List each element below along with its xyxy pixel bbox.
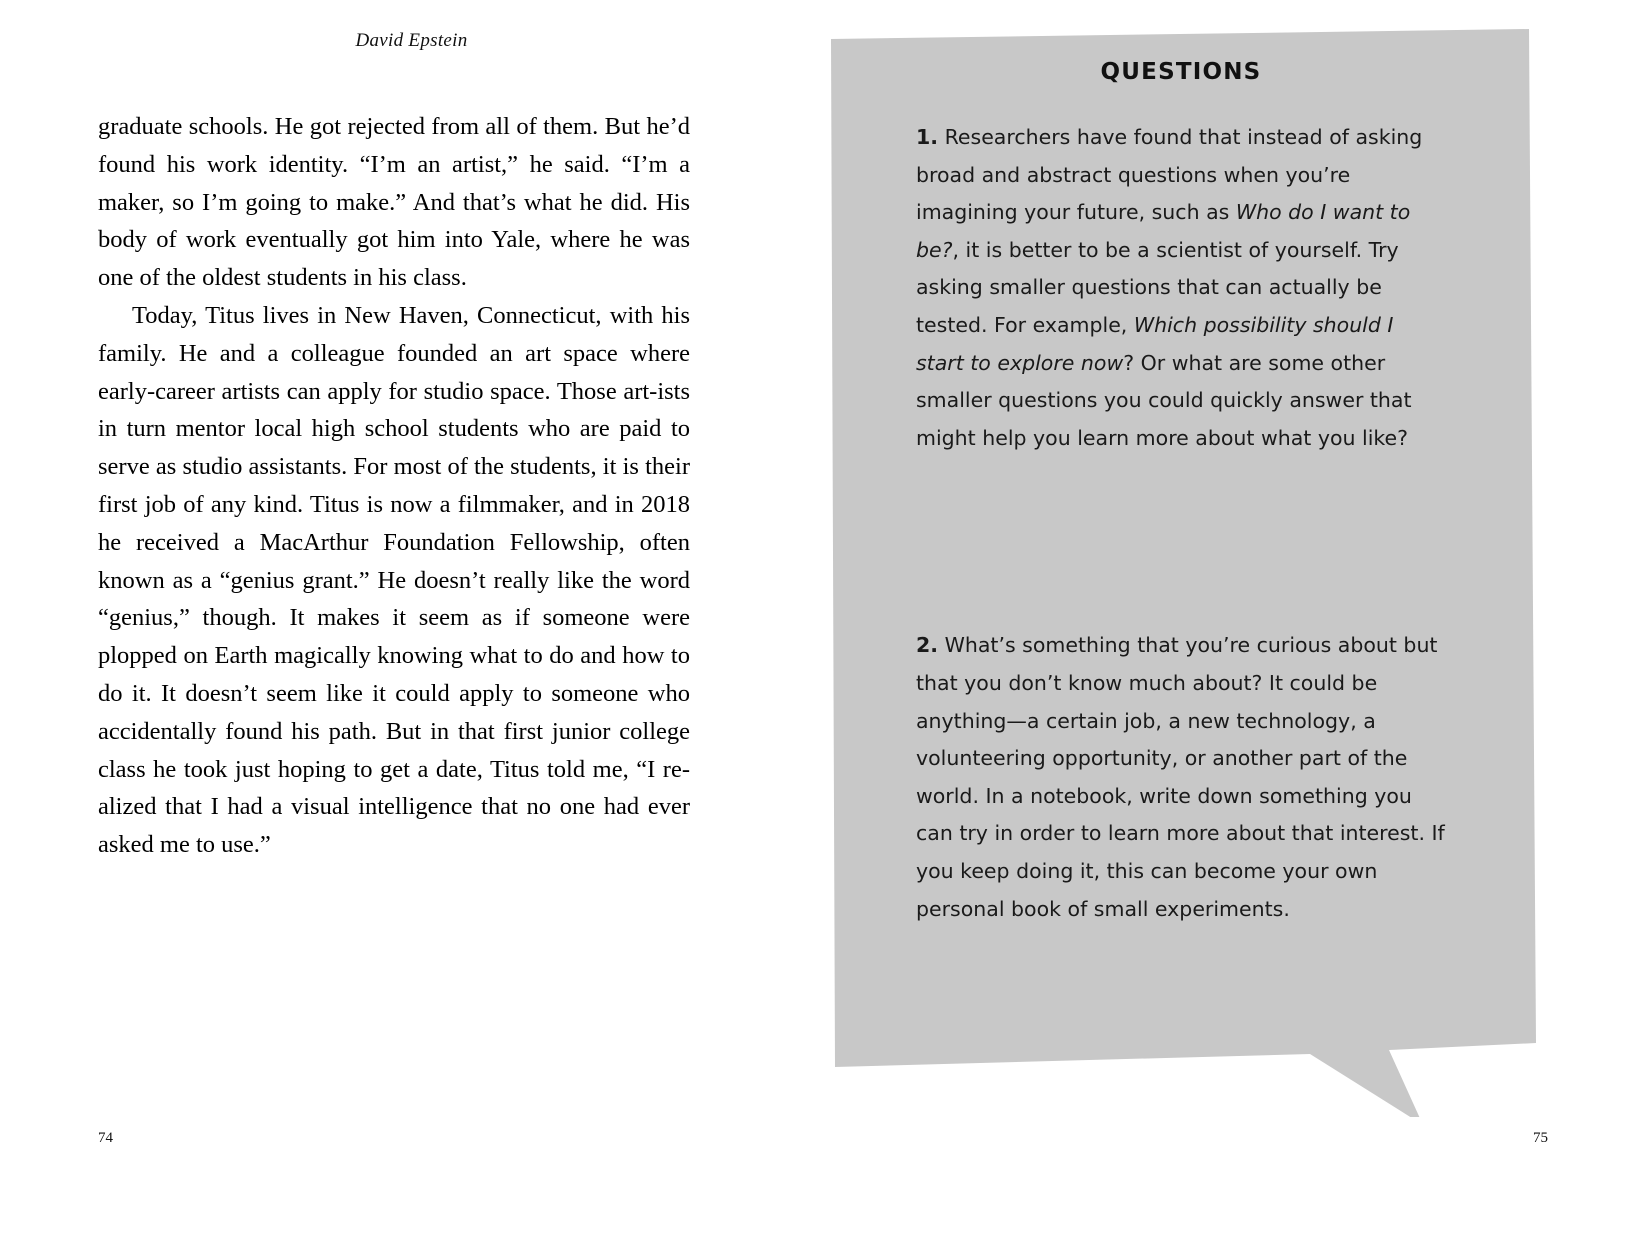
question-text-emphasis: Which possibility should I start to explore now [916,312,1394,375]
question-text-segment: , it is better to be a scientist of yourself. Try asking smaller questions that can actually be tested. For example, [916,237,1399,337]
question-text-emphasis: Who do I want to be? [916,200,1411,262]
question-text-segment: ? Or what are some other smaller questions you could quickly answer that might help you learn more about what you like? [916,350,1412,450]
questions-content [916,59,1446,928]
page-number-right: 75 [1533,1130,1548,1146]
question-number: 2. [916,633,939,658]
questions-title: QUESTIONS [1100,59,1262,85]
question-spacer [916,457,1446,627]
question-text-segment: Researchers have found that instead of asking broad and abstract questions when you’re imagining your future, such as [916,125,1423,225]
paragraph: Today, Titus lives in New Haven, Connecticut, with his family. He and a colleague founded an art space where early-career artists can apply for studio space. Those art-ists in turn mentor local high school students who are paid to serve as studio assistants. For most of the students, it is their first job of any kind. Titus is now a filmmaker, and in 2018 he received a MacArthur Foundation Fellowship, often known as a “genius grant.” He doesn’t really like the word “genius,” though. It makes it seem as if someone were plopped on Earth magically knowing what to do and how to do it. It doesn’t seem like it could apply to someone who accidentally found his path. But in that first junior college class he took just hoping to get a date, Titus told me, “I re-alized that I had a visual intelligence that no one had ever asked me to use.” [98,301,690,859]
page-number-left: 74 [98,1130,113,1146]
question-item-2 [916,627,1446,928]
right-page [823,0,1646,1234]
question-number: 1. [916,125,939,149]
question-item-1 [916,119,1446,457]
body-text-column [98,108,690,864]
questions-callout [823,27,1646,1117]
question-text-segment: What’s something that you’re curious about but that you don’t know much about? It could be anything—a certain job, a new technology, a volunteering opportunity, or another part of the world. In a notebook, write down something you can try in order to learn more about that interest. If you keep doing it, this can become your own personal book of small experiments. [916,633,1445,921]
paragraph: graduate schools. He got rejected from all of them. But he’d found his work identity. “I’m an artist,” he said. “I’m a maker, so I’m going to make.” And that’s what he did. His body of work eventually got him into Yale, where he was one of the oldest students in his class. [98,113,690,292]
running-head: David Epstein [355,30,468,51]
